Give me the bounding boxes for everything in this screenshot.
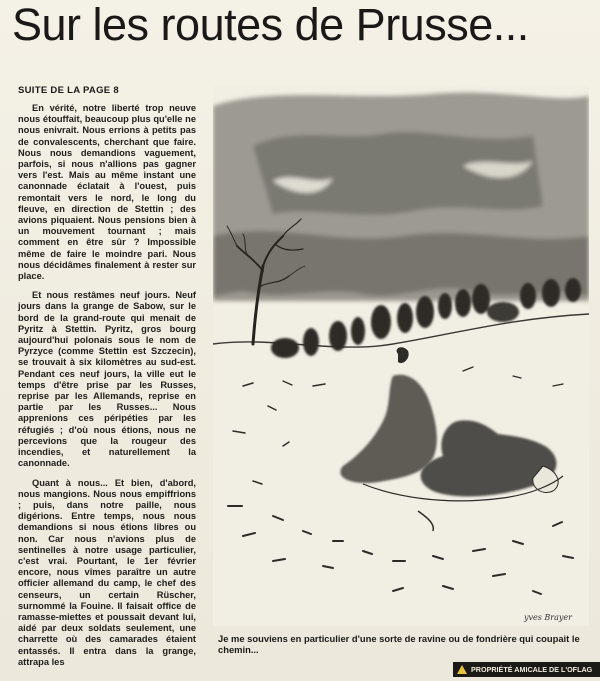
article-paragraph: En vérité, notre liberté trop neuve nous étouffait, beaucoup plus qu'elle ne nous enivrait. Nous errions à petits pas de convalescents, cherchant que faire. Nous nous demandions vaguement, parfois, si nous n'allions pas gagner vers l'est. Mais au même instant une canonnade éclatait à l'ouest, puis remontait vers le nord, le long du fleuve, en direction de Stettin ; des avions piquaient. Nous pensions bien à un mouvement tournant ; mais comment en être sûr ? Impossible même de faire le moindre pari. Nous nous décidâmes finalement à rester sur place. (18, 103, 196, 282)
sky-wash (213, 93, 589, 301)
ownership-stamp (453, 662, 600, 677)
warning-triangle-icon (457, 665, 467, 674)
artist-signature: yves Brayer (524, 613, 572, 622)
page-title: Sur les routes de Prusse... (12, 0, 529, 50)
ownership-label: PROPRIÉTÉ AMICALE DE L'OFLAG (471, 665, 593, 674)
article-paragraph: Et nous restâmes neuf jours. Neuf jours dans la grange de Sabow, sur le bord de la grand-route qui menait de Pyritz à Stettin. Pyritz, gros bourg aujourd'hui polonais sous le nom de Pyrzyce (comme Stettin est Szczecin), se trouvait à six kilomètres au sud-est. Pendant ces neuf jours, la ville eut le temps d'être prise par les Russes, reprise par les Allemands, reprise en partie par les Russes... Nous apprenions ces péripéties par les réfugiés ; d'où nous étions, nous ne percevions que la rougeur des incendies, et naturellement la canonnade. (18, 290, 196, 469)
illustration-refugee-march (213, 86, 589, 626)
continued-from-label: SUITE DE LA PAGE 8 (18, 85, 119, 96)
article-column (18, 103, 196, 676)
article-paragraph: Quant à nous... Et bien, d'abord, nous mangions. Nous nous empiffrions ; puis, dans notre paille, nous digérions. Entre temps, nous nous demandions si nous étions libres ou non. Car nous n'avions plus de sentinelles à notre usage particulier, c'est vrai. Pourtant, le 1er février encore, nous vîmes paraître un autre officier allemand du camp, le chef des censeurs, un certain Rüscher, surnommé la Fouine. Il faisait office de ramasse-miettes et poussait devant lui, aidé par deux soldats seulement, une charrette où des camarades étaient entassés. Il entra dans la grange, attrapa les (18, 477, 196, 667)
illustration-caption: Je me souviens en particulier d'une sorte de ravine ou de fondrière qui coupait le chemin... (218, 633, 580, 655)
